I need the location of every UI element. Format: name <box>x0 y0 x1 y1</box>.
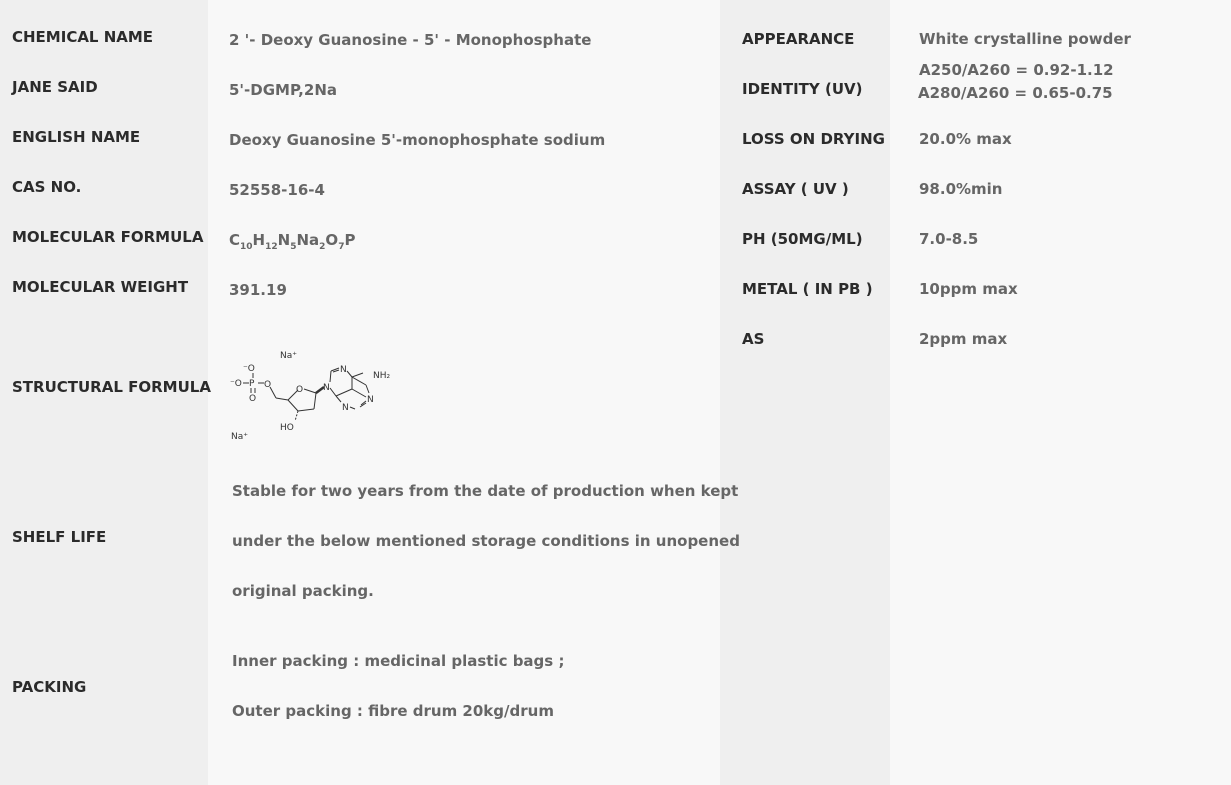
glycosidic-nitrogen: N <box>323 383 330 393</box>
metal-value: 10ppm max <box>919 280 1018 298</box>
formula-element: C <box>229 231 241 249</box>
shelf-life-line: under the below mentioned storage conditions in unopened <box>232 532 740 550</box>
chemical-name-value: 2 '- Deoxy Guanosine - 5' - Monophosphate <box>229 31 592 49</box>
phosphate-oxygen-double: O <box>249 394 257 404</box>
appearance-label: APPEARANCE <box>742 30 855 48</box>
assay-label: ASSAY ( UV ) <box>742 180 849 198</box>
phosphate-oxygen-top: ⁻O <box>243 364 255 374</box>
amino-group: NH₂ <box>373 371 391 381</box>
imidazole-nitrogen: N <box>340 365 347 375</box>
formula-subscript: 12 <box>265 242 278 252</box>
formula-element: N <box>277 231 291 249</box>
phosphate-oxygen-left: ⁻O <box>230 379 242 389</box>
english-name-value: Deoxy Guanosine 5'-monophosphate sodium <box>229 131 606 149</box>
shelf-life-line: original packing. <box>232 582 374 600</box>
formula-element: Na <box>296 231 320 249</box>
identity-value-line2: A280/A260 = 0.65-0.75 <box>918 84 1113 102</box>
sodium-ion-bottom: Na⁺ <box>231 432 248 442</box>
structure-bonds <box>243 368 369 421</box>
formula-element: H <box>252 231 266 249</box>
pyrimidine-nitrogen-left: N <box>342 403 349 413</box>
shelf-life-label: SHELF LIFE <box>12 528 107 546</box>
shelf-life-line: Stable for two years from the date of production when kept <box>232 482 739 500</box>
inner-packing-value: Inner packing : medicinal plastic bags ; <box>232 652 565 670</box>
as-value: 2ppm max <box>919 330 1008 348</box>
as-label: AS <box>742 330 765 348</box>
chemical-name-label: CHEMICAL NAME <box>12 28 154 46</box>
cas-no-value: 52558-16-4 <box>229 181 325 199</box>
formula-element: P <box>344 231 356 249</box>
packing-label: PACKING <box>12 678 87 696</box>
structural-formula-label: STRUCTURAL FORMULA <box>12 378 211 396</box>
formula-subscript: 10 <box>240 242 253 252</box>
molecular-weight-value: 391.19 <box>229 281 287 299</box>
identity-value-line1: A250/A260 = 0.92-1.12 <box>919 61 1114 79</box>
right-value-column <box>890 0 1231 785</box>
molecular-weight-label: MOLECULAR WEIGHT <box>12 278 189 296</box>
formula-subscript: 2 <box>319 242 326 252</box>
loss-on-drying-value: 20.0% max <box>919 130 1012 148</box>
formula-subscript: 7 <box>338 242 345 252</box>
formula-element: O <box>325 231 339 249</box>
sodium-ion-top: Na⁺ <box>280 351 297 361</box>
pyrimidine-nitrogen-right: N <box>367 395 374 405</box>
molecular-formula-label: MOLECULAR FORMULA <box>12 228 204 246</box>
metal-label: METAL ( IN PB ) <box>742 280 873 298</box>
assay-value: 98.0%min <box>919 180 1003 198</box>
ph-value: 7.0-8.5 <box>919 230 979 248</box>
molecular-formula-value <box>229 230 355 250</box>
shelf-life-value <box>232 477 740 627</box>
right-label-column <box>720 0 890 785</box>
formula-subscript: 5 <box>290 242 297 252</box>
outer-packing-value: Outer packing : fibre drum 20kg/drum <box>232 702 554 720</box>
appearance-value: White crystalline powder <box>919 30 1131 48</box>
ring-oxygen: O <box>296 385 304 395</box>
identity-label: IDENTITY (UV) <box>742 80 863 98</box>
english-name-label: ENGLISH NAME <box>12 128 141 146</box>
jane-said-label: JANE SAID <box>12 78 98 96</box>
ester-oxygen: O <box>264 380 272 390</box>
ph-label: PH (50MG/ML) <box>742 230 863 248</box>
hydroxyl-group: HO <box>280 423 294 433</box>
cas-no-label: CAS NO. <box>12 178 82 196</box>
loss-on-drying-label: LOSS ON DRYING <box>742 130 885 148</box>
phosphorus-atom: P <box>249 379 255 389</box>
jane-said-value: 5'-DGMP,2Na <box>229 81 337 99</box>
structural-formula-drawing <box>228 345 408 445</box>
